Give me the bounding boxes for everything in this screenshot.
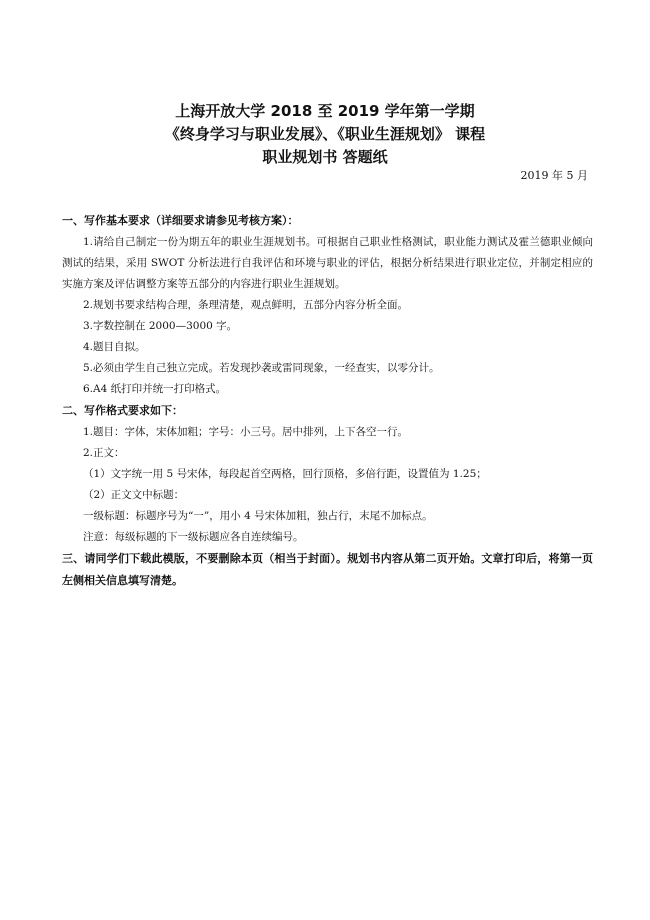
document-body	[62, 210, 593, 592]
section-1-item-6: 6.A4 纸打印并统一打印格式。	[83, 383, 227, 395]
section-2-item-4: （2）正文文中标题：	[83, 489, 185, 501]
section-2-item-6: 注意：每级标题的下一级标题应各自连续编号。	[83, 531, 304, 543]
section-2-item-5: 一级标题：标题序号为“一”，用小 4 号宋体加粗，独占行，末尾不加标点。	[83, 510, 433, 522]
section-1-item-4: 4.题目自拟。	[83, 341, 146, 353]
section-2-heading: 二、写作格式要求如下：	[62, 404, 183, 417]
section-1-item-3: 3.字数控制在 2000—3000 字。	[83, 320, 238, 332]
section-1-item-1: 1.请给自己制定一份为期五年的职业生涯规划书。可根据自己职业性格测试，职业能力测试及霍兰德职业倾向测试的结果，采用 SWOT 分析法进行自我评估和环境与职业的评估，根据分析结果进行职业定位，并制定相应的实施方案及评估调整方案等五部分的内容进行职业生涯规划。	[62, 236, 593, 290]
section-1-item-2: 2.规划书要求结构合理，条理清楚，观点鲜明，五部分内容分析全面。	[83, 299, 409, 311]
document-date: 2019 年 5 月	[520, 169, 588, 182]
section-3-text: 三、请同学们下载此模版，不要删除本页（相当于封面）。规划书内容从第二页开始。文章打印后，将第一页左侧相关信息填写清楚。	[62, 552, 593, 587]
section-2-item-2: 2.正文：	[83, 447, 125, 459]
title-line-1: 上海开放大学 2018 至 2019 学年第一学期	[175, 102, 475, 120]
section-2-item-1: 1.题目：字体，宋体加粗；字号：小三号。居中排列，上下各空一行。	[83, 426, 409, 438]
section-1-heading: 一、写作基本要求（详细要求请参见考核方案）：	[62, 214, 299, 227]
title-line-3: 职业规划书 答题纸	[262, 148, 388, 166]
section-1-item-5: 5.必须由学生自己独立完成。若发现抄袭或雷同现象，一经查实，以零分计。	[83, 362, 440, 374]
section-2-item-3: （1）文字统一用 5 号宋体，每段起首空两格，回行顶格，多倍行距，设置值为 1.25；	[83, 468, 487, 480]
title-line-2: 《终身学习与职业发展》、《职业生涯规划》 课程	[164, 125, 486, 143]
